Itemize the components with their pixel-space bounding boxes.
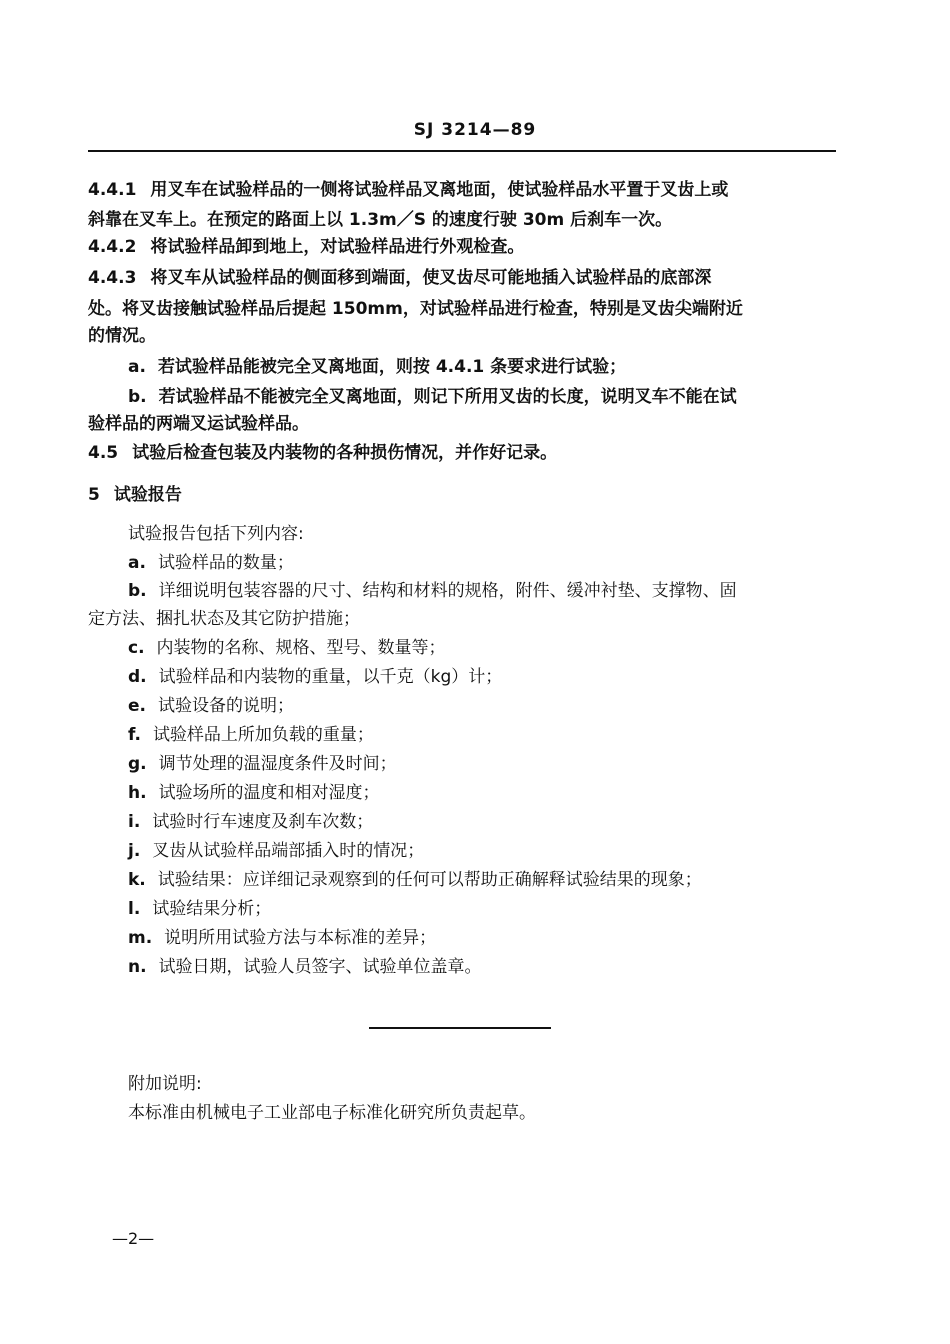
item-text: 试验结果分析；: [152, 899, 272, 919]
report-item-l: [128, 895, 271, 923]
end-divider: [369, 1027, 551, 1029]
item-label: h.: [128, 783, 147, 803]
item-text: 试验样品上所加负载的重量；: [152, 725, 374, 745]
section-4-4-3-item-b-line-2: 验样品的两端叉运试验样品。: [88, 414, 309, 434]
paragraph-text: 试验后检查包装及内装物的各种损伤情况，并作好记录。: [132, 443, 558, 463]
item-label: a.: [128, 553, 146, 573]
item-label: j.: [128, 841, 141, 861]
item-text: 试验日期，试验人员签字、试验单位盖章。: [158, 957, 482, 977]
item-text: 若试验样品不能被完全叉离地面，则记下所用叉齿的长度，说明叉车不能在试: [158, 387, 737, 407]
note-title: 附加说明:: [128, 1074, 202, 1094]
item-label: n.: [128, 957, 147, 977]
paragraph-text: 用叉车在试验样品的一侧将试验样品叉离地面，使试验样品水平置于叉齿上或: [150, 180, 729, 200]
report-item-b: [128, 577, 737, 605]
item-label: f.: [128, 725, 141, 745]
section-4-4-1-line-1: [88, 176, 728, 204]
section-4-4-3-item-b-line-1: [128, 383, 737, 411]
section-4-4-2: [88, 233, 524, 261]
item-text: 试验样品和内装物的重量，以千克（kg）计；: [158, 667, 503, 687]
item-text: 内装物的名称、规格、型号、数量等；: [156, 638, 446, 658]
section-number: 5: [88, 485, 100, 505]
section-4-5: [88, 439, 557, 467]
report-item-j: [128, 837, 424, 865]
report-item-k: [128, 866, 702, 894]
section-4-4-1-line-2: 斜靠在叉车上。在预定的路面上以 1.3m／S 的速度行驶 30m 后刹车一次。: [88, 210, 673, 230]
report-item-g: [128, 750, 397, 778]
report-item-n: [128, 953, 482, 981]
note-text: 本标准由机械电子工业部电子标准化研究所负责起草。: [128, 1103, 536, 1123]
report-item-h: [128, 779, 380, 807]
item-label: m.: [128, 928, 153, 948]
report-item-e: [128, 692, 294, 720]
report-item-i: [128, 808, 373, 836]
section-5-heading: [88, 481, 182, 509]
section-title: 试验报告: [113, 485, 182, 505]
item-text: 试验设备的说明；: [158, 696, 294, 716]
report-item-m: [128, 924, 436, 952]
section-4-4-3-line-1: [88, 264, 711, 292]
item-label: b.: [128, 581, 147, 601]
item-label: b.: [128, 387, 147, 407]
section-4-4-3-item-a: [128, 353, 626, 381]
item-label: c.: [128, 638, 145, 658]
report-item-a: [128, 549, 294, 577]
item-text: 试验时行车速度及刹车次数；: [152, 812, 374, 832]
section-number: 4.4.1: [88, 180, 137, 200]
section-number: 4.5: [88, 443, 119, 463]
item-text: 试验结果：应详细记录观察到的任何可以帮助正确解释试验结果的现象；: [157, 870, 702, 890]
section-4-4-3-line-2: 处。将叉齿接触试验样品后提起 150mm，对试验样品进行检查，特别是叉齿尖端附近: [88, 299, 743, 319]
item-text: 试验样品的数量；: [157, 553, 294, 573]
report-intro: 试验报告包括下列内容:: [128, 524, 304, 544]
item-label: e.: [128, 696, 146, 716]
report-item-f: [128, 721, 374, 749]
header-rule: [88, 150, 836, 152]
paragraph-text: 将试验样品卸到地上，对试验样品进行外观检查。: [150, 237, 525, 257]
item-label: g.: [128, 754, 147, 774]
item-text: 叉齿从试验样品端部插入时的情况；: [152, 841, 425, 861]
item-text: 若试验样品能被完全叉离地面，则按 4.4.1 条要求进行试验；: [157, 357, 627, 377]
report-item-c: [128, 634, 446, 662]
section-4-4-3-line-3: 的情况。: [88, 326, 156, 346]
item-label: k.: [128, 870, 146, 890]
section-number: 4.4.3: [88, 268, 137, 288]
item-text: 试验场所的温度和相对湿度；: [158, 783, 380, 803]
item-text: 调节处理的温湿度条件及时间；: [158, 754, 397, 774]
item-label: l.: [128, 899, 141, 919]
standard-code: SJ 3214—89: [413, 120, 537, 140]
item-label: a.: [128, 357, 146, 377]
item-label: i.: [128, 812, 141, 832]
report-item-d: [128, 663, 502, 691]
page-number: —2—: [112, 1229, 155, 1248]
item-label: d.: [128, 667, 147, 687]
item-text: 详细说明包装容器的尺寸、结构和材料的规格，附件、缓冲衬垫、支撑物、固: [158, 581, 737, 601]
report-item-b-continued: 定方法、捆扎状态及其它防护措施；: [88, 609, 360, 629]
item-text: 说明所用试验方法与本标准的差异；: [164, 928, 437, 948]
paragraph-text: 将叉车从试验样品的侧面移到端面，使叉齿尽可能地插入试验样品的底部深: [150, 268, 712, 288]
section-number: 4.4.2: [88, 237, 137, 257]
